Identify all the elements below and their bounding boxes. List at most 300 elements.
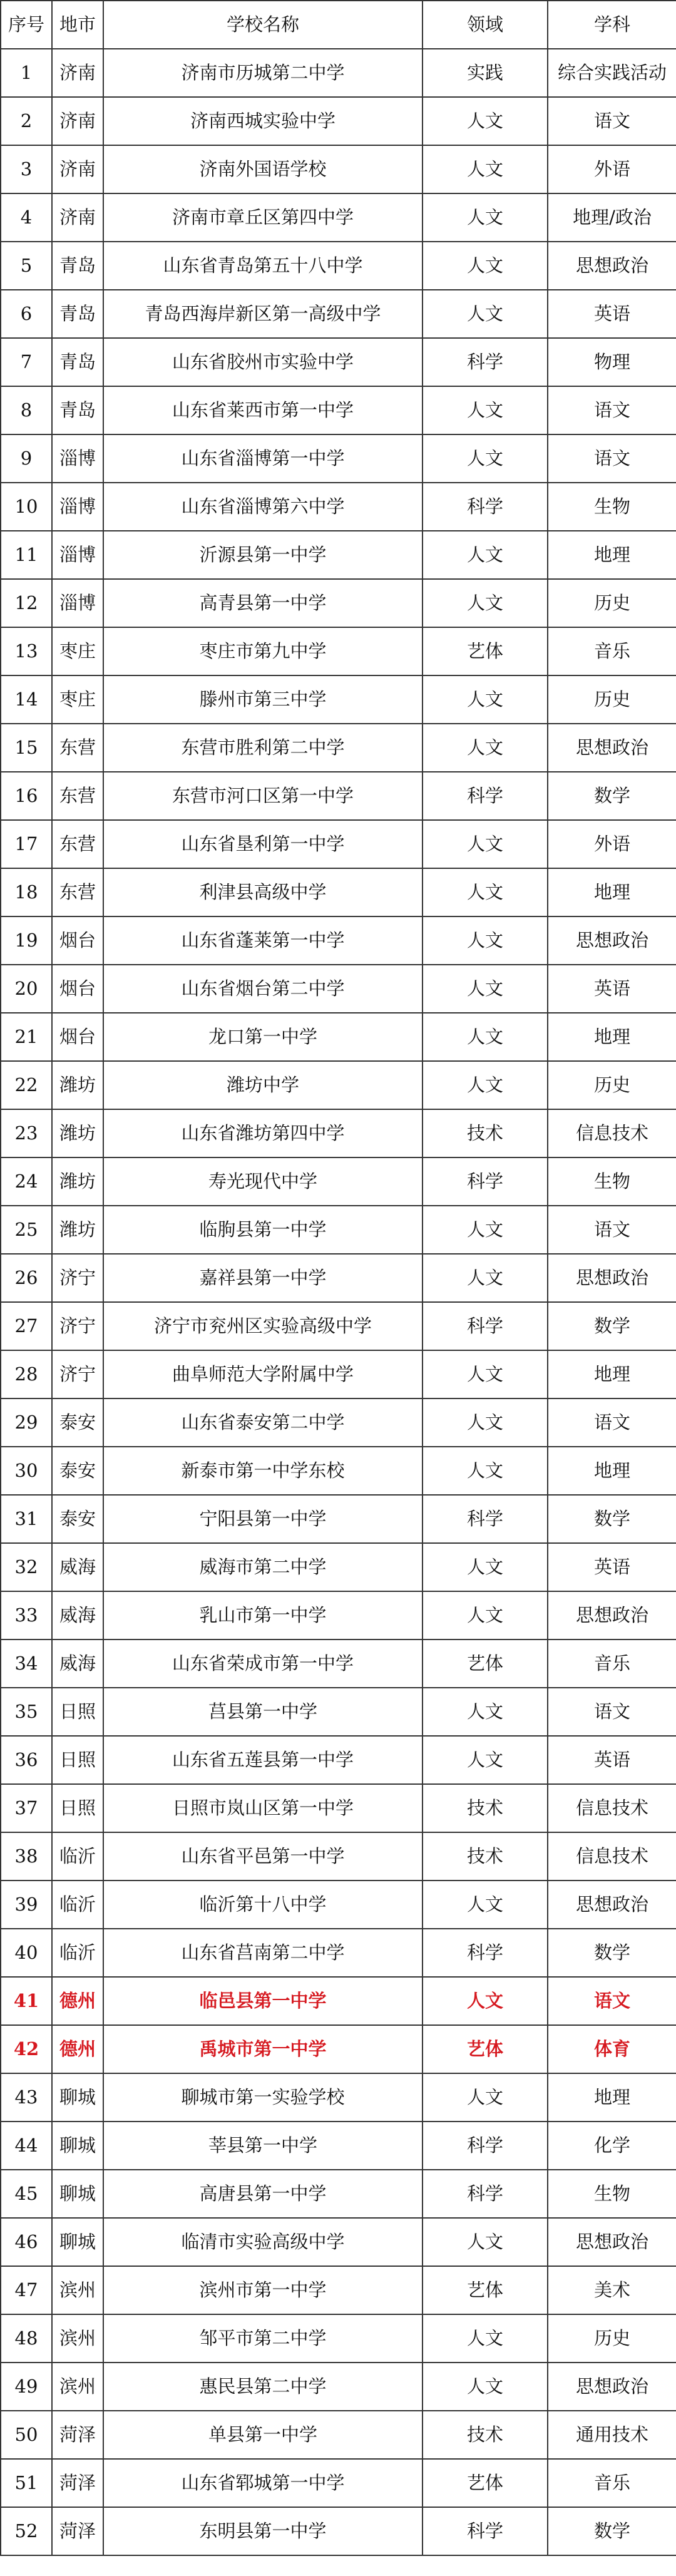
cell-school: 曲阜师范大学附属中学 xyxy=(103,1350,422,1398)
cell-index: 13 xyxy=(1,627,52,675)
cell-index: 10 xyxy=(1,483,52,531)
header-school: 学校名称 xyxy=(103,1,422,49)
cell-field: 人文 xyxy=(422,1977,548,2025)
cell-field: 人文 xyxy=(422,145,548,193)
cell-index: 24 xyxy=(1,1157,52,1206)
cell-subject: 外语 xyxy=(548,145,676,193)
table-row xyxy=(1,965,676,1013)
header-row xyxy=(1,1,676,49)
cell-field: 人文 xyxy=(422,1688,548,1736)
cell-city: 潍坊 xyxy=(52,1206,103,1254)
cell-index: 9 xyxy=(1,434,52,483)
cell-field: 人文 xyxy=(422,724,548,772)
cell-index: 43 xyxy=(1,2073,52,2122)
cell-index: 33 xyxy=(1,1591,52,1640)
cell-city: 日照 xyxy=(52,1736,103,1784)
cell-subject: 语文 xyxy=(548,386,676,434)
cell-subject: 数学 xyxy=(548,1495,676,1543)
cell-city: 青岛 xyxy=(52,338,103,386)
table-row xyxy=(1,97,676,145)
cell-index: 29 xyxy=(1,1398,52,1447)
table-row xyxy=(1,772,676,820)
cell-school: 滕州市第三中学 xyxy=(103,675,422,724)
cell-city: 济南 xyxy=(52,97,103,145)
cell-field: 人文 xyxy=(422,193,548,242)
cell-subject: 语文 xyxy=(548,1398,676,1447)
cell-school: 山东省垦利第一中学 xyxy=(103,820,422,868)
table-row xyxy=(1,2459,676,2507)
cell-subject: 思想政治 xyxy=(548,2363,676,2411)
cell-subject: 体育 xyxy=(548,2025,676,2073)
cell-city: 滨州 xyxy=(52,2363,103,2411)
cell-field: 人文 xyxy=(422,1881,548,1929)
cell-subject: 地理 xyxy=(548,1013,676,1061)
cell-index: 2 xyxy=(1,97,52,145)
cell-subject: 生物 xyxy=(548,1157,676,1206)
table-row xyxy=(1,2122,676,2170)
table-row xyxy=(1,2507,676,2555)
cell-subject: 历史 xyxy=(548,2314,676,2363)
cell-school: 威海市第二中学 xyxy=(103,1543,422,1591)
cell-school: 莒县第一中学 xyxy=(103,1688,422,1736)
table-row xyxy=(1,1398,676,1447)
cell-school: 山东省蓬莱第一中学 xyxy=(103,916,422,965)
cell-school: 山东省淄博第一中学 xyxy=(103,434,422,483)
cell-school: 山东省莱西市第一中学 xyxy=(103,386,422,434)
table-row xyxy=(1,145,676,193)
table-row xyxy=(1,820,676,868)
cell-field: 科学 xyxy=(422,772,548,820)
cell-index: 51 xyxy=(1,2459,52,2507)
cell-city: 菏泽 xyxy=(52,2507,103,2555)
cell-city: 枣庄 xyxy=(52,627,103,675)
cell-city: 济南 xyxy=(52,193,103,242)
cell-subject: 思想政治 xyxy=(548,2218,676,2266)
table-row xyxy=(1,1013,676,1061)
cell-subject: 英语 xyxy=(548,1736,676,1784)
table-row xyxy=(1,2411,676,2459)
cell-index: 44 xyxy=(1,2122,52,2170)
cell-field: 人文 xyxy=(422,2314,548,2363)
cell-school: 济南西城实验中学 xyxy=(103,97,422,145)
cell-school: 东营市胜利第二中学 xyxy=(103,724,422,772)
cell-school: 日照市岚山区第一中学 xyxy=(103,1784,422,1832)
cell-city: 德州 xyxy=(52,2025,103,2073)
cell-field: 人文 xyxy=(422,1013,548,1061)
cell-subject: 思想政治 xyxy=(548,1254,676,1302)
cell-index: 50 xyxy=(1,2411,52,2459)
cell-city: 潍坊 xyxy=(52,1109,103,1157)
cell-school: 临朐县第一中学 xyxy=(103,1206,422,1254)
table-row xyxy=(1,338,676,386)
cell-city: 日照 xyxy=(52,1688,103,1736)
table-row xyxy=(1,2218,676,2266)
cell-field: 人文 xyxy=(422,434,548,483)
table-row xyxy=(1,2025,676,2073)
table-row xyxy=(1,531,676,579)
cell-field: 科学 xyxy=(422,2170,548,2218)
cell-field: 人文 xyxy=(422,820,548,868)
cell-subject: 地理 xyxy=(548,1350,676,1398)
table-row xyxy=(1,2266,676,2314)
cell-city: 淄博 xyxy=(52,434,103,483)
cell-index: 1 xyxy=(1,49,52,97)
cell-index: 20 xyxy=(1,965,52,1013)
cell-school: 山东省荣成市第一中学 xyxy=(103,1640,422,1688)
cell-field: 艺体 xyxy=(422,1640,548,1688)
cell-city: 聊城 xyxy=(52,2218,103,2266)
cell-subject: 地理/政治 xyxy=(548,193,676,242)
cell-index: 38 xyxy=(1,1832,52,1881)
cell-city: 东营 xyxy=(52,820,103,868)
cell-school: 东营市河口区第一中学 xyxy=(103,772,422,820)
cell-city: 聊城 xyxy=(52,2122,103,2170)
cell-field: 人文 xyxy=(422,579,548,627)
cell-school: 聊城市第一实验学校 xyxy=(103,2073,422,2122)
cell-school: 潍坊中学 xyxy=(103,1061,422,1109)
cell-subject: 数学 xyxy=(548,772,676,820)
cell-field: 人文 xyxy=(422,1447,548,1495)
cell-city: 威海 xyxy=(52,1640,103,1688)
cell-index: 39 xyxy=(1,1881,52,1929)
cell-school: 宁阳县第一中学 xyxy=(103,1495,422,1543)
cell-city: 淄博 xyxy=(52,483,103,531)
cell-field: 人文 xyxy=(422,1591,548,1640)
table-row xyxy=(1,1977,676,2025)
table-body xyxy=(1,49,676,2555)
cell-field: 人文 xyxy=(422,1254,548,1302)
cell-city: 烟台 xyxy=(52,916,103,965)
table-row xyxy=(1,1495,676,1543)
cell-school: 枣庄市第九中学 xyxy=(103,627,422,675)
cell-city: 济宁 xyxy=(52,1350,103,1398)
cell-city: 济宁 xyxy=(52,1302,103,1350)
header-field: 领域 xyxy=(422,1,548,49)
cell-city: 威海 xyxy=(52,1591,103,1640)
table-row xyxy=(1,1591,676,1640)
table-row xyxy=(1,193,676,242)
cell-index: 41 xyxy=(1,1977,52,2025)
cell-subject: 历史 xyxy=(548,675,676,724)
cell-subject: 物理 xyxy=(548,338,676,386)
cell-index: 23 xyxy=(1,1109,52,1157)
cell-subject: 数学 xyxy=(548,1302,676,1350)
table-row xyxy=(1,675,676,724)
cell-city: 东营 xyxy=(52,724,103,772)
cell-school: 山东省烟台第二中学 xyxy=(103,965,422,1013)
table-row xyxy=(1,1302,676,1350)
cell-school: 山东省青岛第五十八中学 xyxy=(103,242,422,290)
cell-field: 技术 xyxy=(422,1832,548,1881)
cell-subject: 英语 xyxy=(548,965,676,1013)
cell-city: 威海 xyxy=(52,1543,103,1591)
cell-index: 8 xyxy=(1,386,52,434)
cell-index: 47 xyxy=(1,2266,52,2314)
table-row xyxy=(1,242,676,290)
cell-subject: 语文 xyxy=(548,434,676,483)
cell-subject: 信息技术 xyxy=(548,1109,676,1157)
cell-field: 艺体 xyxy=(422,2459,548,2507)
cell-index: 21 xyxy=(1,1013,52,1061)
cell-field: 人文 xyxy=(422,242,548,290)
cell-city: 日照 xyxy=(52,1784,103,1832)
cell-city: 菏泽 xyxy=(52,2411,103,2459)
cell-index: 34 xyxy=(1,1640,52,1688)
cell-subject: 思想政治 xyxy=(548,242,676,290)
cell-city: 泰安 xyxy=(52,1447,103,1495)
cell-school: 高唐县第一中学 xyxy=(103,2170,422,2218)
cell-index: 28 xyxy=(1,1350,52,1398)
cell-index: 30 xyxy=(1,1447,52,1495)
cell-field: 人文 xyxy=(422,290,548,338)
cell-city: 烟台 xyxy=(52,965,103,1013)
table-row xyxy=(1,627,676,675)
cell-subject: 地理 xyxy=(548,1447,676,1495)
cell-subject: 外语 xyxy=(548,820,676,868)
cell-index: 27 xyxy=(1,1302,52,1350)
table-row xyxy=(1,1784,676,1832)
table-row xyxy=(1,1881,676,1929)
cell-subject: 语文 xyxy=(548,97,676,145)
cell-city: 烟台 xyxy=(52,1013,103,1061)
cell-field: 科学 xyxy=(422,1302,548,1350)
cell-city: 东营 xyxy=(52,772,103,820)
cell-subject: 生物 xyxy=(548,2170,676,2218)
cell-field: 技术 xyxy=(422,2411,548,2459)
table-row xyxy=(1,1109,676,1157)
cell-school: 济南外国语学校 xyxy=(103,145,422,193)
table-row xyxy=(1,1061,676,1109)
cell-city: 济宁 xyxy=(52,1254,103,1302)
cell-index: 18 xyxy=(1,868,52,916)
cell-field: 人文 xyxy=(422,2218,548,2266)
cell-city: 聊城 xyxy=(52,2170,103,2218)
cell-field: 人文 xyxy=(422,1736,548,1784)
table-row xyxy=(1,290,676,338)
cell-school: 龙口第一中学 xyxy=(103,1013,422,1061)
cell-field: 艺体 xyxy=(422,627,548,675)
cell-subject: 地理 xyxy=(548,2073,676,2122)
cell-subject: 综合实践活动 xyxy=(548,49,676,97)
cell-index: 17 xyxy=(1,820,52,868)
cell-city: 滨州 xyxy=(52,2314,103,2363)
cell-city: 潍坊 xyxy=(52,1157,103,1206)
table-row xyxy=(1,724,676,772)
cell-field: 人文 xyxy=(422,916,548,965)
cell-school: 山东省泰安第二中学 xyxy=(103,1398,422,1447)
cell-field: 人文 xyxy=(422,97,548,145)
table-row xyxy=(1,916,676,965)
cell-index: 3 xyxy=(1,145,52,193)
cell-field: 人文 xyxy=(422,965,548,1013)
cell-city: 潍坊 xyxy=(52,1061,103,1109)
cell-field: 人文 xyxy=(422,1543,548,1591)
cell-city: 泰安 xyxy=(52,1495,103,1543)
cell-subject: 地理 xyxy=(548,531,676,579)
cell-city: 菏泽 xyxy=(52,2459,103,2507)
cell-field: 人文 xyxy=(422,1206,548,1254)
cell-city: 滨州 xyxy=(52,2266,103,2314)
table-row xyxy=(1,1688,676,1736)
cell-subject: 生物 xyxy=(548,483,676,531)
cell-school: 山东省胶州市实验中学 xyxy=(103,338,422,386)
cell-index: 52 xyxy=(1,2507,52,2555)
cell-index: 6 xyxy=(1,290,52,338)
cell-city: 临沂 xyxy=(52,1881,103,1929)
cell-school: 临沂第十八中学 xyxy=(103,1881,422,1929)
cell-city: 济南 xyxy=(52,49,103,97)
cell-subject: 语文 xyxy=(548,1977,676,2025)
cell-subject: 英语 xyxy=(548,290,676,338)
cell-school: 邹平市第二中学 xyxy=(103,2314,422,2363)
cell-index: 42 xyxy=(1,2025,52,2073)
cell-city: 泰安 xyxy=(52,1398,103,1447)
cell-index: 31 xyxy=(1,1495,52,1543)
cell-index: 36 xyxy=(1,1736,52,1784)
cell-school: 山东省郓城第一中学 xyxy=(103,2459,422,2507)
cell-field: 技术 xyxy=(422,1784,548,1832)
cell-index: 19 xyxy=(1,916,52,965)
cell-field: 科学 xyxy=(422,338,548,386)
cell-subject: 通用技术 xyxy=(548,2411,676,2459)
cell-index: 25 xyxy=(1,1206,52,1254)
cell-school: 济南市章丘区第四中学 xyxy=(103,193,422,242)
cell-field: 实践 xyxy=(422,49,548,97)
cell-field: 人文 xyxy=(422,1398,548,1447)
cell-school: 济南市历城第二中学 xyxy=(103,49,422,97)
table-row xyxy=(1,483,676,531)
cell-school: 利津县高级中学 xyxy=(103,868,422,916)
cell-subject: 历史 xyxy=(548,1061,676,1109)
cell-subject: 信息技术 xyxy=(548,1784,676,1832)
cell-subject: 音乐 xyxy=(548,627,676,675)
cell-index: 35 xyxy=(1,1688,52,1736)
cell-school: 临清市实验高级中学 xyxy=(103,2218,422,2266)
cell-subject: 数学 xyxy=(548,2507,676,2555)
cell-field: 人文 xyxy=(422,531,548,579)
cell-field: 人文 xyxy=(422,868,548,916)
table-row xyxy=(1,1929,676,1977)
table-row xyxy=(1,2314,676,2363)
cell-index: 32 xyxy=(1,1543,52,1591)
cell-subject: 思想政治 xyxy=(548,1881,676,1929)
cell-school: 山东省潍坊第四中学 xyxy=(103,1109,422,1157)
cell-school: 单县第一中学 xyxy=(103,2411,422,2459)
cell-school: 东明县第一中学 xyxy=(103,2507,422,2555)
cell-city: 聊城 xyxy=(52,2073,103,2122)
cell-city: 临沂 xyxy=(52,1929,103,1977)
cell-field: 人文 xyxy=(422,1350,548,1398)
cell-city: 东营 xyxy=(52,868,103,916)
cell-index: 40 xyxy=(1,1929,52,1977)
cell-school: 青岛西海岸新区第一高级中学 xyxy=(103,290,422,338)
cell-school: 山东省莒南第二中学 xyxy=(103,1929,422,1977)
table-row xyxy=(1,1350,676,1398)
cell-index: 12 xyxy=(1,579,52,627)
cell-school: 沂源县第一中学 xyxy=(103,531,422,579)
cell-subject: 思想政治 xyxy=(548,724,676,772)
cell-index: 5 xyxy=(1,242,52,290)
cell-index: 49 xyxy=(1,2363,52,2411)
table-row xyxy=(1,579,676,627)
cell-field: 科学 xyxy=(422,483,548,531)
cell-school: 嘉祥县第一中学 xyxy=(103,1254,422,1302)
cell-index: 7 xyxy=(1,338,52,386)
cell-index: 26 xyxy=(1,1254,52,1302)
cell-school: 新泰市第一中学东校 xyxy=(103,1447,422,1495)
table-row xyxy=(1,1157,676,1206)
cell-index: 46 xyxy=(1,2218,52,2266)
cell-field: 技术 xyxy=(422,1109,548,1157)
cell-subject: 语文 xyxy=(548,1206,676,1254)
table-row xyxy=(1,2170,676,2218)
cell-school: 禹城市第一中学 xyxy=(103,2025,422,2073)
cell-index: 15 xyxy=(1,724,52,772)
table-row xyxy=(1,1640,676,1688)
cell-field: 人文 xyxy=(422,2073,548,2122)
cell-subject: 美术 xyxy=(548,2266,676,2314)
header-index: 序号 xyxy=(1,1,52,49)
cell-field: 科学 xyxy=(422,1157,548,1206)
cell-city: 淄博 xyxy=(52,531,103,579)
cell-field: 艺体 xyxy=(422,2266,548,2314)
cell-field: 科学 xyxy=(422,2122,548,2170)
cell-school: 临邑县第一中学 xyxy=(103,1977,422,2025)
table-row xyxy=(1,1447,676,1495)
cell-school: 莘县第一中学 xyxy=(103,2122,422,2170)
cell-city: 淄博 xyxy=(52,579,103,627)
cell-subject: 思想政治 xyxy=(548,916,676,965)
cell-school: 寿光现代中学 xyxy=(103,1157,422,1206)
cell-field: 人文 xyxy=(422,2363,548,2411)
cell-index: 48 xyxy=(1,2314,52,2363)
table-row xyxy=(1,434,676,483)
header-city: 地市 xyxy=(52,1,103,49)
cell-city: 枣庄 xyxy=(52,675,103,724)
table-row xyxy=(1,1206,676,1254)
cell-index: 16 xyxy=(1,772,52,820)
table-row xyxy=(1,386,676,434)
cell-subject: 音乐 xyxy=(548,2459,676,2507)
cell-school: 高青县第一中学 xyxy=(103,579,422,627)
cell-field: 人文 xyxy=(422,1061,548,1109)
cell-index: 11 xyxy=(1,531,52,579)
cell-city: 德州 xyxy=(52,1977,103,2025)
cell-school: 滨州市第一中学 xyxy=(103,2266,422,2314)
table-row xyxy=(1,1254,676,1302)
table-row xyxy=(1,2363,676,2411)
cell-school: 山东省平邑第一中学 xyxy=(103,1832,422,1881)
cell-subject: 地理 xyxy=(548,868,676,916)
cell-field: 科学 xyxy=(422,2507,548,2555)
cell-field: 人文 xyxy=(422,386,548,434)
table-row xyxy=(1,49,676,97)
cell-index: 14 xyxy=(1,675,52,724)
cell-city: 青岛 xyxy=(52,242,103,290)
cell-index: 22 xyxy=(1,1061,52,1109)
cell-subject: 历史 xyxy=(548,579,676,627)
table-row xyxy=(1,2073,676,2122)
cell-field: 科学 xyxy=(422,1929,548,1977)
table-row xyxy=(1,1736,676,1784)
table-row xyxy=(1,868,676,916)
cell-subject: 音乐 xyxy=(548,1640,676,1688)
cell-subject: 化学 xyxy=(548,2122,676,2170)
cell-school: 乳山市第一中学 xyxy=(103,1591,422,1640)
cell-index: 37 xyxy=(1,1784,52,1832)
cell-city: 临沂 xyxy=(52,1832,103,1881)
cell-subject: 语文 xyxy=(548,1688,676,1736)
